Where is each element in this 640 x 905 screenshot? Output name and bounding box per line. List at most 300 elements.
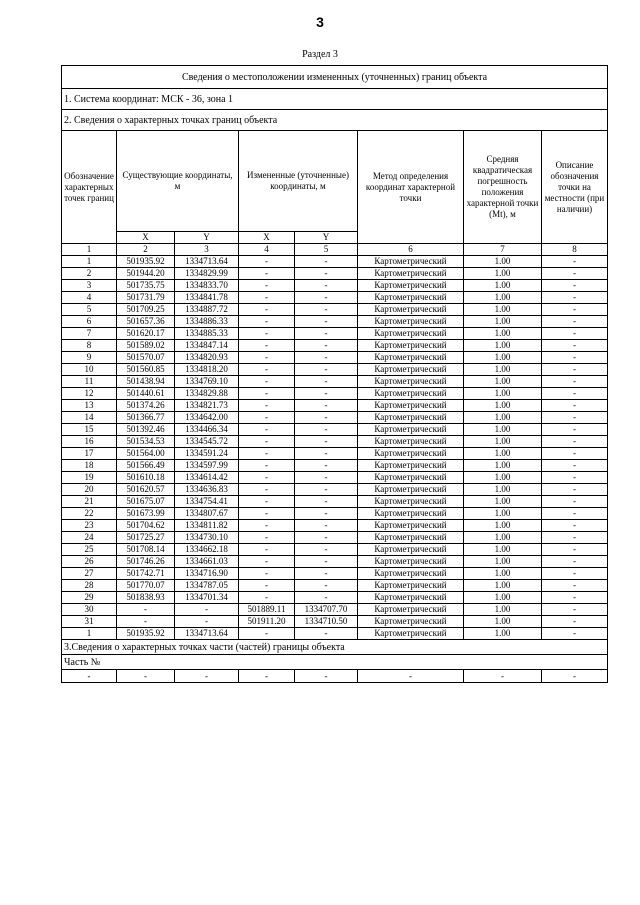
cell-method: Картометрический <box>358 352 464 364</box>
table-row <box>62 496 608 508</box>
cell-method: Картометрический <box>358 436 464 448</box>
cell-point-id: 19 <box>62 472 117 484</box>
cell-changed-y: - <box>295 412 358 424</box>
parts-heading: 3.Сведения о характерных точках части (частей) границы объекта <box>62 640 608 655</box>
cell-existing-y: 1334591.24 <box>175 448 239 460</box>
cell-existing-y: 1334841.78 <box>175 292 239 304</box>
column-number-row <box>62 244 608 256</box>
part-label: Часть № <box>62 655 608 670</box>
cell-description: - <box>542 436 608 448</box>
cell-changed-y: - <box>295 568 358 580</box>
cell-changed-x: - <box>239 328 295 340</box>
table-row <box>62 532 608 544</box>
cell-changed-x: - <box>239 436 295 448</box>
cell-method: Картометрический <box>358 412 464 424</box>
cell-description: - <box>542 352 608 364</box>
cell-changed-x: - <box>239 592 295 604</box>
cell-existing-x: - <box>117 616 175 628</box>
cell-existing-y: 1334713.64 <box>175 256 239 268</box>
cell-existing-x: 501725.27 <box>117 532 175 544</box>
cell-existing-y: 1334821.73 <box>175 400 239 412</box>
cell-method: Картометрический <box>358 448 464 460</box>
cell-existing-x: 501731.79 <box>117 292 175 304</box>
cell-changed-y: - <box>295 316 358 328</box>
cell-error: 1.00 <box>464 304 542 316</box>
cell-point-id: 29 <box>62 592 117 604</box>
cell-changed-y: - <box>295 352 358 364</box>
cell-changed-y: - <box>295 460 358 472</box>
cell-description: - <box>542 628 608 640</box>
cell-changed-y: 1334707.70 <box>295 604 358 616</box>
cell-changed-x: - <box>239 496 295 508</box>
cell-changed-y: 1334710.50 <box>295 616 358 628</box>
table-row <box>62 376 608 388</box>
empty-cell: - <box>464 670 542 683</box>
table-row <box>62 448 608 460</box>
cell-changed-y: - <box>295 400 358 412</box>
cell-point-id: 26 <box>62 556 117 568</box>
table-row <box>62 328 608 340</box>
table-row <box>62 628 608 640</box>
cell-changed-y: - <box>295 544 358 556</box>
cell-point-id: 24 <box>62 532 117 544</box>
cell-existing-x: 501838.93 <box>117 592 175 604</box>
cell-point-id: 28 <box>62 580 117 592</box>
cell-existing-x: 501374.26 <box>117 400 175 412</box>
cell-changed-x: - <box>239 424 295 436</box>
cell-error: 1.00 <box>464 316 542 328</box>
cell-description: - <box>542 412 608 424</box>
cell-changed-x: - <box>239 292 295 304</box>
cell-description: - <box>542 580 608 592</box>
cell-description: - <box>542 316 608 328</box>
cell-point-id: 22 <box>62 508 117 520</box>
cell-error: 1.00 <box>464 400 542 412</box>
cell-existing-x: 501708.14 <box>117 544 175 556</box>
cell-changed-x: - <box>239 280 295 292</box>
cell-error: 1.00 <box>464 448 542 460</box>
cell-error: 1.00 <box>464 544 542 556</box>
cell-method: Картометрический <box>358 400 464 412</box>
cell-existing-y: 1334833.70 <box>175 280 239 292</box>
cell-description: - <box>542 268 608 280</box>
empty-cell: - <box>62 670 117 683</box>
empty-cell: - <box>358 670 464 683</box>
cell-changed-x: - <box>239 352 295 364</box>
cell-description: - <box>542 448 608 460</box>
cell-changed-x: - <box>239 568 295 580</box>
cell-existing-y: 1334847.14 <box>175 340 239 352</box>
cell-existing-x: 501440.61 <box>117 388 175 400</box>
cell-point-id: 14 <box>62 412 117 424</box>
cell-point-id: 23 <box>62 520 117 532</box>
table-row <box>62 388 608 400</box>
cell-changed-x: - <box>239 508 295 520</box>
section-label: Раздел 3 <box>302 49 338 60</box>
table-row <box>62 544 608 556</box>
cell-point-id: 17 <box>62 448 117 460</box>
cell-point-id: 15 <box>62 424 117 436</box>
header-existing-coords: Существующие координаты, м <box>117 131 239 232</box>
column-number: 8 <box>542 244 608 256</box>
cell-point-id: 18 <box>62 460 117 472</box>
cell-changed-x: - <box>239 484 295 496</box>
cell-existing-x: 501657.36 <box>117 316 175 328</box>
cell-method: Картометрический <box>358 604 464 616</box>
cell-error: 1.00 <box>464 436 542 448</box>
cell-description: - <box>542 568 608 580</box>
cell-error: 1.00 <box>464 412 542 424</box>
cell-error: 1.00 <box>464 280 542 292</box>
cell-existing-y: 1334811.82 <box>175 520 239 532</box>
cell-point-id: 6 <box>62 316 117 328</box>
cell-existing-x: 501673.99 <box>117 508 175 520</box>
cell-description: - <box>542 556 608 568</box>
cell-description: - <box>542 472 608 484</box>
cell-changed-x: - <box>239 388 295 400</box>
header-existing-x: X <box>117 232 175 244</box>
cell-description: - <box>542 484 608 496</box>
table-row <box>62 472 608 484</box>
table-row <box>62 316 608 328</box>
table-row <box>62 520 608 532</box>
cell-error: 1.00 <box>464 292 542 304</box>
cell-point-id: 31 <box>62 616 117 628</box>
cell-point-id: 2 <box>62 268 117 280</box>
cell-point-id: 25 <box>62 544 117 556</box>
table-row <box>62 400 608 412</box>
cell-changed-x: - <box>239 448 295 460</box>
cell-existing-y: 1334807.67 <box>175 508 239 520</box>
cell-changed-y: - <box>295 424 358 436</box>
cell-method: Картометрический <box>358 580 464 592</box>
table-row <box>62 412 608 424</box>
page-number: 3 <box>316 14 324 30</box>
empty-part-row <box>62 670 608 683</box>
empty-cell: - <box>295 670 358 683</box>
table-title: Сведения о местоположении измененных (уточненных) границ объекта <box>62 66 608 89</box>
cell-error: 1.00 <box>464 532 542 544</box>
cell-changed-y: - <box>295 292 358 304</box>
cell-existing-y: 1334716.90 <box>175 568 239 580</box>
cell-error: 1.00 <box>464 520 542 532</box>
cell-changed-x: - <box>239 316 295 328</box>
table-row <box>62 352 608 364</box>
cell-error: 1.00 <box>464 556 542 568</box>
cell-existing-y: 1334887.72 <box>175 304 239 316</box>
cell-changed-x: - <box>239 376 295 388</box>
cell-description: - <box>542 508 608 520</box>
cell-existing-y: - <box>175 616 239 628</box>
cell-point-id: 7 <box>62 328 117 340</box>
cell-changed-x: - <box>239 532 295 544</box>
cell-changed-x: - <box>239 364 295 376</box>
cell-existing-x: 501704.62 <box>117 520 175 532</box>
empty-cell: - <box>239 670 295 683</box>
cell-existing-y: 1334661.03 <box>175 556 239 568</box>
cell-existing-x: 501566.49 <box>117 460 175 472</box>
cell-description: - <box>542 280 608 292</box>
cell-method: Картометрический <box>358 556 464 568</box>
cell-changed-y: - <box>295 280 358 292</box>
empty-cell: - <box>542 670 608 683</box>
cell-existing-x: 501746.26 <box>117 556 175 568</box>
cell-method: Картометрический <box>358 268 464 280</box>
cell-existing-x: - <box>117 604 175 616</box>
cell-method: Картометрический <box>358 328 464 340</box>
column-number: 3 <box>175 244 239 256</box>
cell-existing-x: 501944.20 <box>117 268 175 280</box>
cell-method: Картометрический <box>358 388 464 400</box>
cell-description: - <box>542 604 608 616</box>
table-row <box>62 580 608 592</box>
points-heading: 2. Сведения о характерных точках границ объекта <box>62 110 608 131</box>
cell-error: 1.00 <box>464 592 542 604</box>
cell-point-id: 5 <box>62 304 117 316</box>
cell-method: Картометрический <box>358 544 464 556</box>
cell-existing-x: 501935.92 <box>117 256 175 268</box>
cell-existing-y: 1334754.41 <box>175 496 239 508</box>
cell-changed-y: - <box>295 304 358 316</box>
cell-existing-x: 501534.53 <box>117 436 175 448</box>
cell-point-id: 8 <box>62 340 117 352</box>
cell-changed-y: - <box>295 448 358 460</box>
cell-existing-x: 501709.25 <box>117 304 175 316</box>
cell-existing-x: 501620.17 <box>117 328 175 340</box>
table-row <box>62 568 608 580</box>
cell-description: - <box>542 592 608 604</box>
cell-point-id: 1 <box>62 256 117 268</box>
cell-existing-x: 501735.75 <box>117 280 175 292</box>
cell-error: 1.00 <box>464 352 542 364</box>
cell-method: Картометрический <box>358 364 464 376</box>
table-row <box>62 292 608 304</box>
table-row <box>62 460 608 472</box>
table-row <box>62 280 608 292</box>
cell-method: Картометрический <box>358 376 464 388</box>
cell-method: Картометрический <box>358 472 464 484</box>
cell-changed-y: - <box>295 376 358 388</box>
empty-cell: - <box>175 670 239 683</box>
header-error: Средняя квадратическая погрешность положения характерной точки (Mt), м <box>464 131 542 244</box>
column-number: 4 <box>239 244 295 256</box>
cell-error: 1.00 <box>464 568 542 580</box>
cell-changed-y: - <box>295 496 358 508</box>
cell-point-id: 9 <box>62 352 117 364</box>
table-row <box>62 616 608 628</box>
cell-changed-x: - <box>239 340 295 352</box>
cell-existing-y: - <box>175 604 239 616</box>
header-designation: Обозначение характерных точек границ <box>62 131 117 244</box>
cell-changed-x: - <box>239 412 295 424</box>
cell-existing-x: 501564.00 <box>117 448 175 460</box>
table-row <box>62 424 608 436</box>
cell-existing-y: 1334829.99 <box>175 268 239 280</box>
cell-error: 1.00 <box>464 580 542 592</box>
cell-description: - <box>542 388 608 400</box>
column-number: 7 <box>464 244 542 256</box>
cell-changed-x: - <box>239 520 295 532</box>
coordinate-system: 1. Система координат: МСК - 36, зона 1 <box>62 89 608 110</box>
cell-existing-y: 1334713.64 <box>175 628 239 640</box>
cell-existing-y: 1334636.83 <box>175 484 239 496</box>
cell-existing-y: 1334829.88 <box>175 388 239 400</box>
cell-error: 1.00 <box>464 328 542 340</box>
cell-existing-x: 501610.18 <box>117 472 175 484</box>
cell-error: 1.00 <box>464 364 542 376</box>
column-number: 6 <box>358 244 464 256</box>
header-method: Метод определения координат характерной точки <box>358 131 464 244</box>
column-number: 2 <box>117 244 175 256</box>
table-row <box>62 268 608 280</box>
cell-method: Картометрический <box>358 532 464 544</box>
cell-point-id: 16 <box>62 436 117 448</box>
cell-description: - <box>542 304 608 316</box>
cell-existing-y: 1334545.72 <box>175 436 239 448</box>
cell-point-id: 21 <box>62 496 117 508</box>
cell-changed-y: - <box>295 520 358 532</box>
cell-existing-x: 501742.71 <box>117 568 175 580</box>
cell-description: - <box>542 328 608 340</box>
cell-changed-y: - <box>295 328 358 340</box>
table-row <box>62 556 608 568</box>
cell-error: 1.00 <box>464 484 542 496</box>
cell-changed-y: - <box>295 580 358 592</box>
table-row <box>62 256 608 268</box>
cell-description: - <box>542 400 608 412</box>
cell-changed-y: - <box>295 628 358 640</box>
cell-changed-x: - <box>239 460 295 472</box>
cell-existing-y: 1334701.34 <box>175 592 239 604</box>
cell-description: - <box>542 256 608 268</box>
cell-error: 1.00 <box>464 340 542 352</box>
cell-existing-y: 1334886.33 <box>175 316 239 328</box>
cell-point-id: 1 <box>62 628 117 640</box>
cell-changed-y: - <box>295 556 358 568</box>
cell-existing-y: 1334820.93 <box>175 352 239 364</box>
cell-method: Картометрический <box>358 304 464 316</box>
column-number: 1 <box>62 244 117 256</box>
cell-method: Картометрический <box>358 292 464 304</box>
cell-description: - <box>542 424 608 436</box>
cell-description: - <box>542 376 608 388</box>
cell-changed-x: - <box>239 628 295 640</box>
cell-method: Картометрический <box>358 460 464 472</box>
cell-method: Картометрический <box>358 568 464 580</box>
cell-method: Картометрический <box>358 520 464 532</box>
cell-changed-x: - <box>239 304 295 316</box>
cell-error: 1.00 <box>464 388 542 400</box>
cell-changed-y: - <box>295 592 358 604</box>
table-row <box>62 604 608 616</box>
cell-point-id: 3 <box>62 280 117 292</box>
cell-description: - <box>542 532 608 544</box>
cell-error: 1.00 <box>464 268 542 280</box>
cell-existing-y: 1334769.10 <box>175 376 239 388</box>
cell-existing-x: 501392.46 <box>117 424 175 436</box>
boundary-points-table <box>61 65 608 683</box>
header-existing-y: Y <box>175 232 239 244</box>
cell-changed-y: - <box>295 388 358 400</box>
cell-existing-y: 1334885.33 <box>175 328 239 340</box>
cell-existing-x: 501570.07 <box>117 352 175 364</box>
cell-changed-x: 501911.20 <box>239 616 295 628</box>
cell-error: 1.00 <box>464 424 542 436</box>
cell-method: Картометрический <box>358 280 464 292</box>
cell-error: 1.00 <box>464 508 542 520</box>
cell-changed-x: - <box>239 268 295 280</box>
cell-method: Картометрический <box>358 316 464 328</box>
cell-existing-x: 501770.07 <box>117 580 175 592</box>
empty-cell: - <box>117 670 175 683</box>
cell-error: 1.00 <box>464 472 542 484</box>
cell-method: Картометрический <box>358 616 464 628</box>
cell-method: Картометрический <box>358 592 464 604</box>
cell-method: Картометрический <box>358 256 464 268</box>
cell-changed-y: - <box>295 532 358 544</box>
cell-point-id: 12 <box>62 388 117 400</box>
cell-point-id: 4 <box>62 292 117 304</box>
cell-changed-y: - <box>295 364 358 376</box>
cell-existing-y: 1334818.20 <box>175 364 239 376</box>
cell-existing-y: 1334662.18 <box>175 544 239 556</box>
cell-existing-y: 1334597.99 <box>175 460 239 472</box>
table-row <box>62 340 608 352</box>
cell-error: 1.00 <box>464 604 542 616</box>
cell-error: 1.00 <box>464 256 542 268</box>
cell-changed-y: - <box>295 340 358 352</box>
cell-changed-y: - <box>295 484 358 496</box>
cell-point-id: 20 <box>62 484 117 496</box>
table-row <box>62 508 608 520</box>
cell-error: 1.00 <box>464 628 542 640</box>
cell-existing-y: 1334614.42 <box>175 472 239 484</box>
cell-existing-y: 1334787.05 <box>175 580 239 592</box>
cell-changed-x: 501889.11 <box>239 604 295 616</box>
table-row <box>62 364 608 376</box>
cell-existing-x: 501589.02 <box>117 340 175 352</box>
cell-description: - <box>542 520 608 532</box>
header-changed-y: Y <box>295 232 358 244</box>
header-changed-coords: Измененные (уточненные) координаты, м <box>239 131 358 232</box>
cell-changed-y: - <box>295 508 358 520</box>
cell-method: Картометрический <box>358 496 464 508</box>
cell-point-id: 10 <box>62 364 117 376</box>
cell-changed-x: - <box>239 472 295 484</box>
cell-changed-y: - <box>295 256 358 268</box>
cell-point-id: 13 <box>62 400 117 412</box>
cell-existing-x: 501935.92 <box>117 628 175 640</box>
cell-existing-y: 1334466.34 <box>175 424 239 436</box>
header-description: Описание обозначения точки на местности (при наличии) <box>542 131 608 244</box>
column-number: 5 <box>295 244 358 256</box>
cell-error: 1.00 <box>464 496 542 508</box>
cell-error: 1.00 <box>464 460 542 472</box>
cell-changed-y: - <box>295 472 358 484</box>
table-row <box>62 592 608 604</box>
table-row <box>62 304 608 316</box>
table-row <box>62 484 608 496</box>
cell-existing-y: 1334642.00 <box>175 412 239 424</box>
cell-existing-x: 501560.85 <box>117 364 175 376</box>
cell-existing-x: 501366.77 <box>117 412 175 424</box>
cell-method: Картометрический <box>358 484 464 496</box>
cell-error: 1.00 <box>464 616 542 628</box>
cell-changed-x: - <box>239 256 295 268</box>
cell-changed-x: - <box>239 556 295 568</box>
cell-existing-x: 501620.57 <box>117 484 175 496</box>
cell-changed-x: - <box>239 544 295 556</box>
